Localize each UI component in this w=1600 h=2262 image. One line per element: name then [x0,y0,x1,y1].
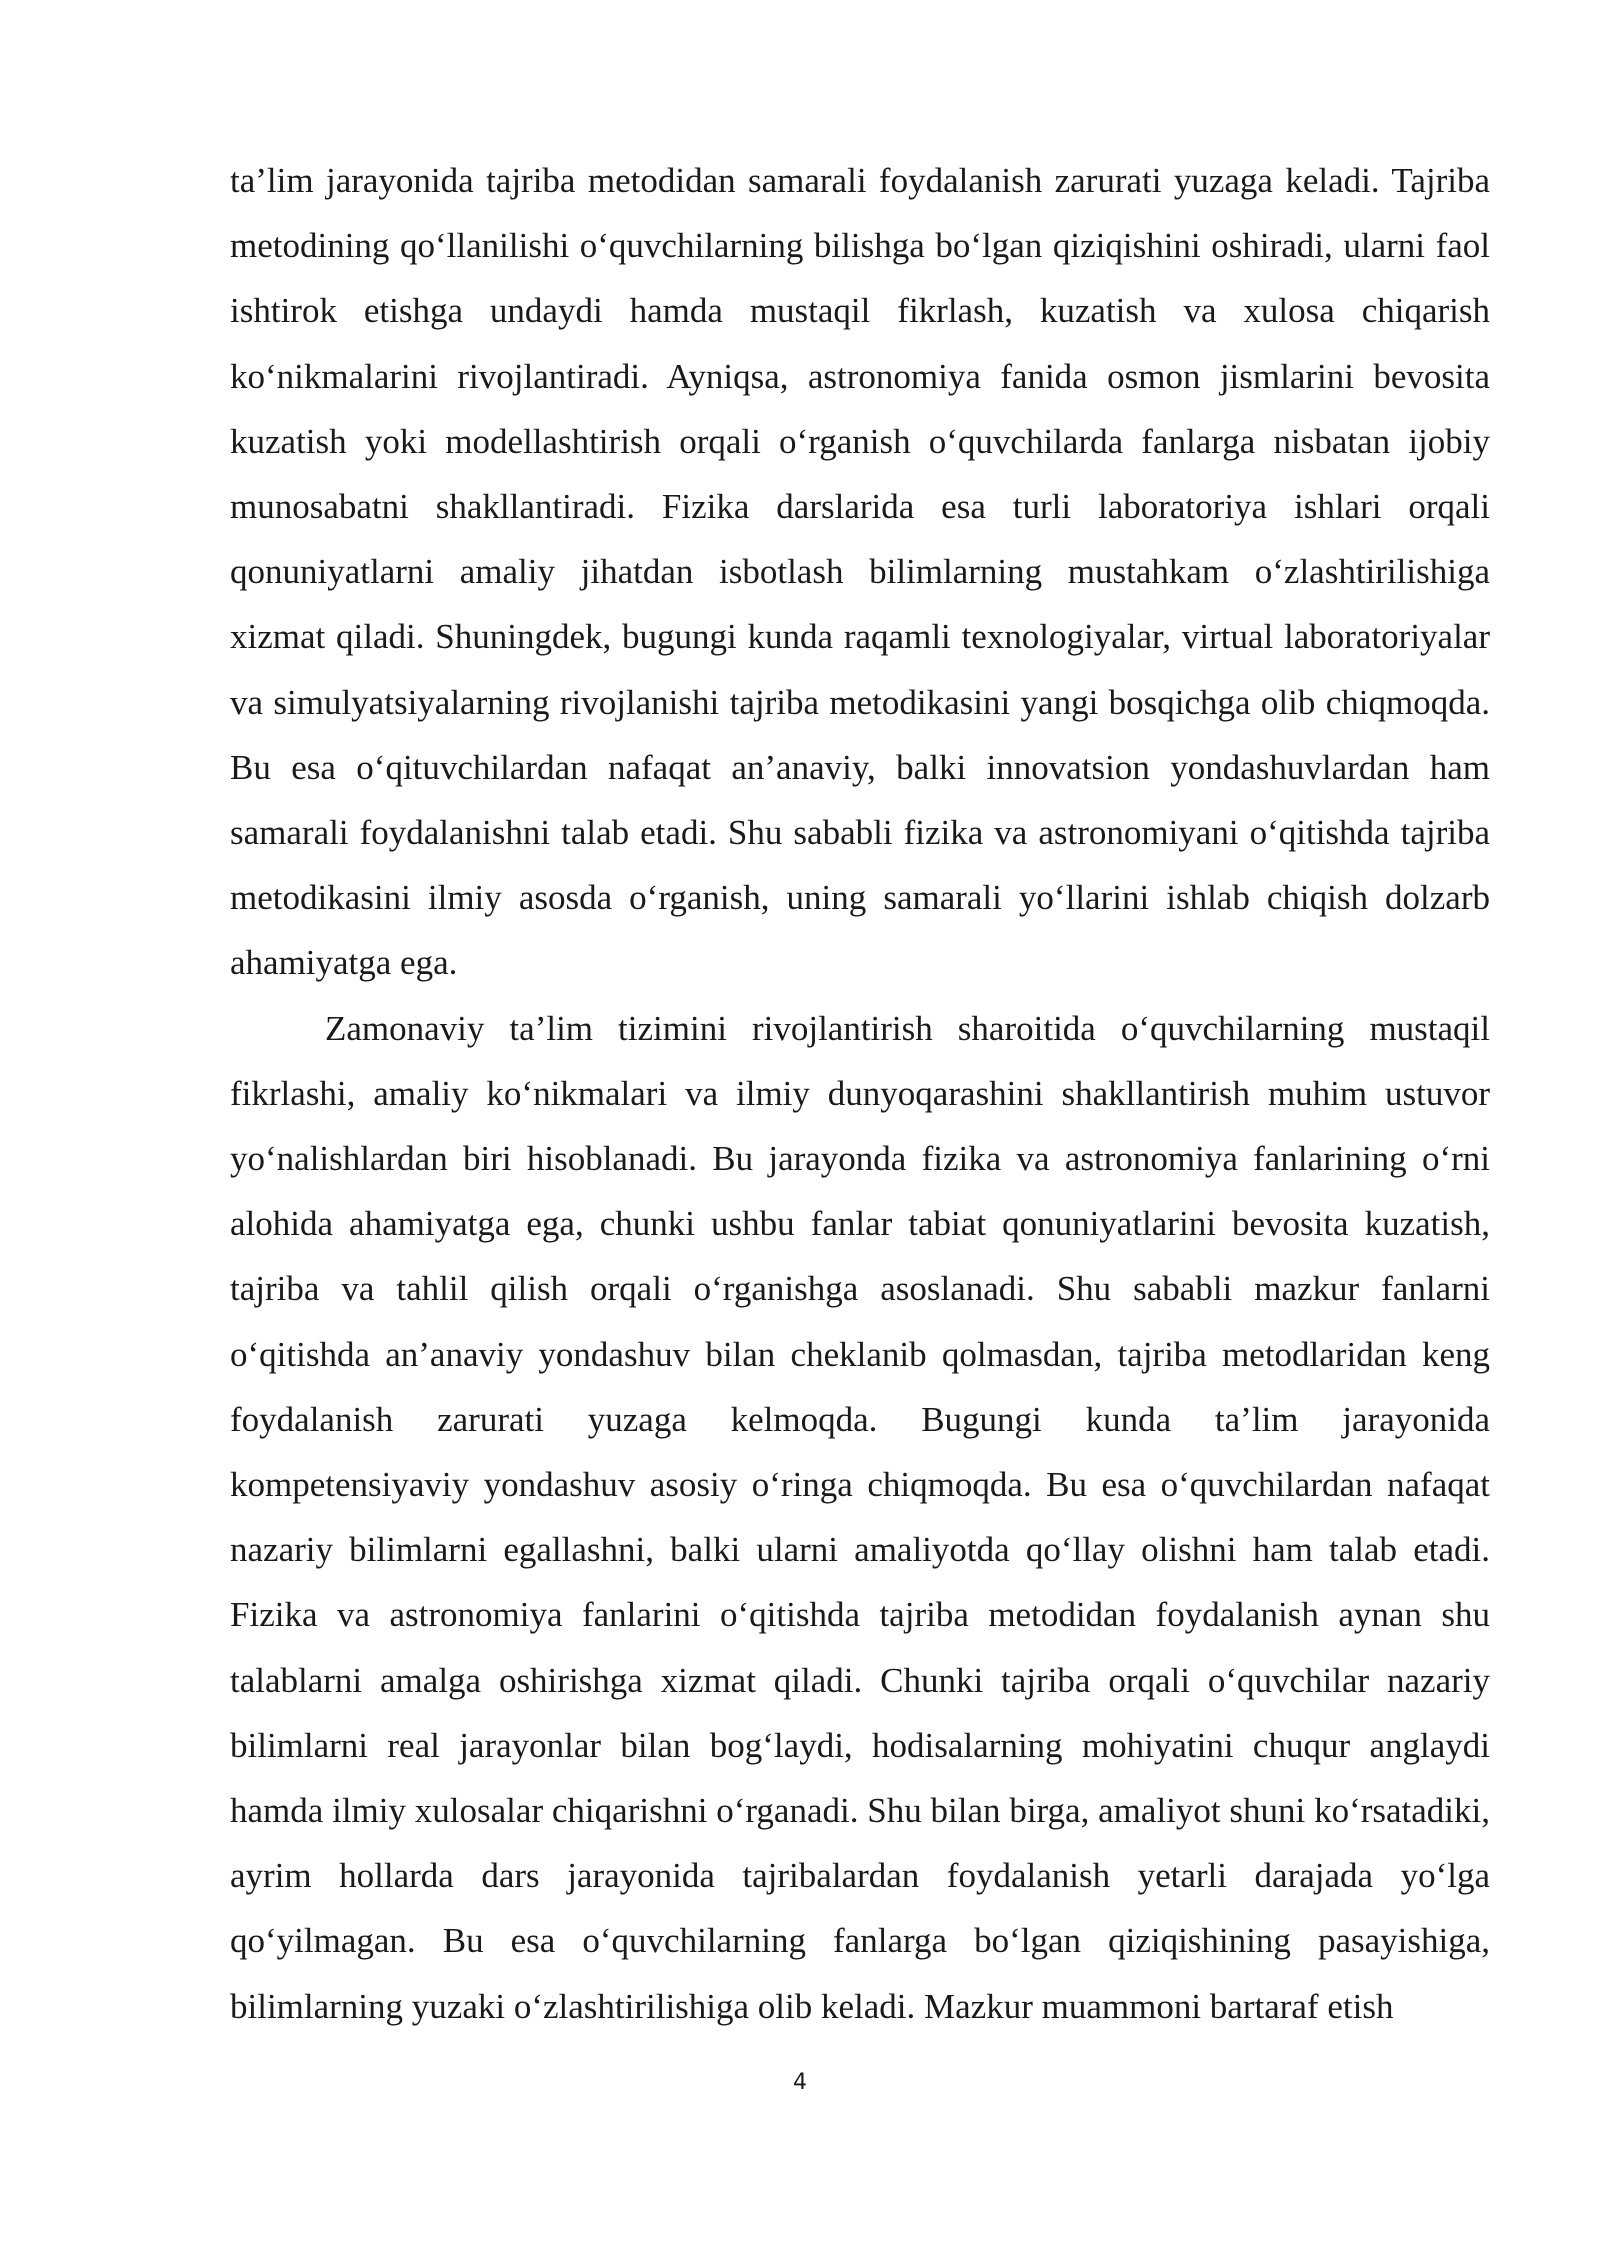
paragraph: Zamonaviy ta’lim tizimini rivojlantirish sharoitida o‘quvchilarning mustaqil fikrlashi, amaliy ko‘nikmalari va ilmiy dunyoqarashini shakllantirish muhim ustuvor yo‘nalishlardan biri hisoblanadi. Bu jarayonda fizika va astronomiya fanlarining o‘rni alohida ahamiyatga ega, chunki ushbu fanlar tabiat qonuniyatlarini bevosita kuzatish, tajriba va tahlil qilish orqali o‘rganishga asoslanadi. Shu sababli mazkur fanlarni o‘qitishda an’anaviy yondashuv bilan cheklanib qolmasdan, tajriba metodlaridan keng foydalanish zarurati yuzaga kelmoqda. Bugungi kunda ta’lim jarayonida kompetensiyaviy yondashuv asosiy o‘ringa chiqmoqda. Bu esa o‘quvchilardan nafaqat nazariy bilimlarni egallashni, balki ularni amaliyotda qo‘llay olishni ham talab etadi. Fizika va astronomiya fanlarini o‘qitishda tajriba metodidan foydalanish aynan shu talablarni amalga oshirishga xizmat qiladi. Chunki tajriba orqali o‘quvchilar nazariy bilimlarni real jarayonlar bilan bog‘laydi, hodisalarning mohiyatini chuqur anglaydi hamda ilmiy xulosalar chiqarishni o‘rganadi. Shu bilan birga, amaliyot shuni ko‘rsatadiki, ayrim hollarda dars jarayonida tajribalardan foydalanish yetarli darajada yo‘lga qo‘yilmagan. Bu esa o‘quvchilarning fanlarga bo‘lgan qiziqishining pasayishiga, bilimlarning yuzaki o‘zlashtirilishiga olib keladi. Mazkur muammoni bartaraf etish [230,1008,1490,2026]
paragraph-continuation: ta’lim jarayonida tajriba metodidan samarali foydalanish zarurati yuzaga keladi. Tajriba metodining qo‘llanilishi o‘quvchilarning bilishga bo‘lgan qiziqishini oshiradi, ularni faol ishtirok etishga undaydi hamda mustaqil fikrlash, kuzatish va xulosa chiqarish ko‘nikmalarini rivojlantiradi. Ayniqsa, astronomiya fanida osmon jismlarini bevosita kuzatish yoki modellashtirish orqali o‘rganish o‘quvchilarda fanlarga nisbatan ijobiy munosabatni shakllantiradi. Fizika darslarida esa turli laboratoriya ishlari orqali qonuniyatlarni amaliy jihatdan isbotlash bilimlarning mustahkam o‘zlashtirilishiga xizmat qiladi. Shuningdek, bugungi kunda raqamli texnologiyalar, virtual laboratoriyalar va simulyatsiyalarning rivojlanishi tajriba metodikasini yangi bosqichga olib chiqmoqda. Bu esa o‘qituvchilardan nafaqat an’anaviy, balki innovatsion yondashuvlardan ham samarali foydalanishni talab etadi. Shu sababli fizika va astronomiyani o‘qitishda tajriba metodikasini ilmiy asosda o‘rganish, uning samarali yo‘llarini ishlab chiqish dolzarb ahamiyatga ega. [230,161,1490,983]
text-body [230,148,1490,2039]
page-number: 4 [793,2070,807,2095]
